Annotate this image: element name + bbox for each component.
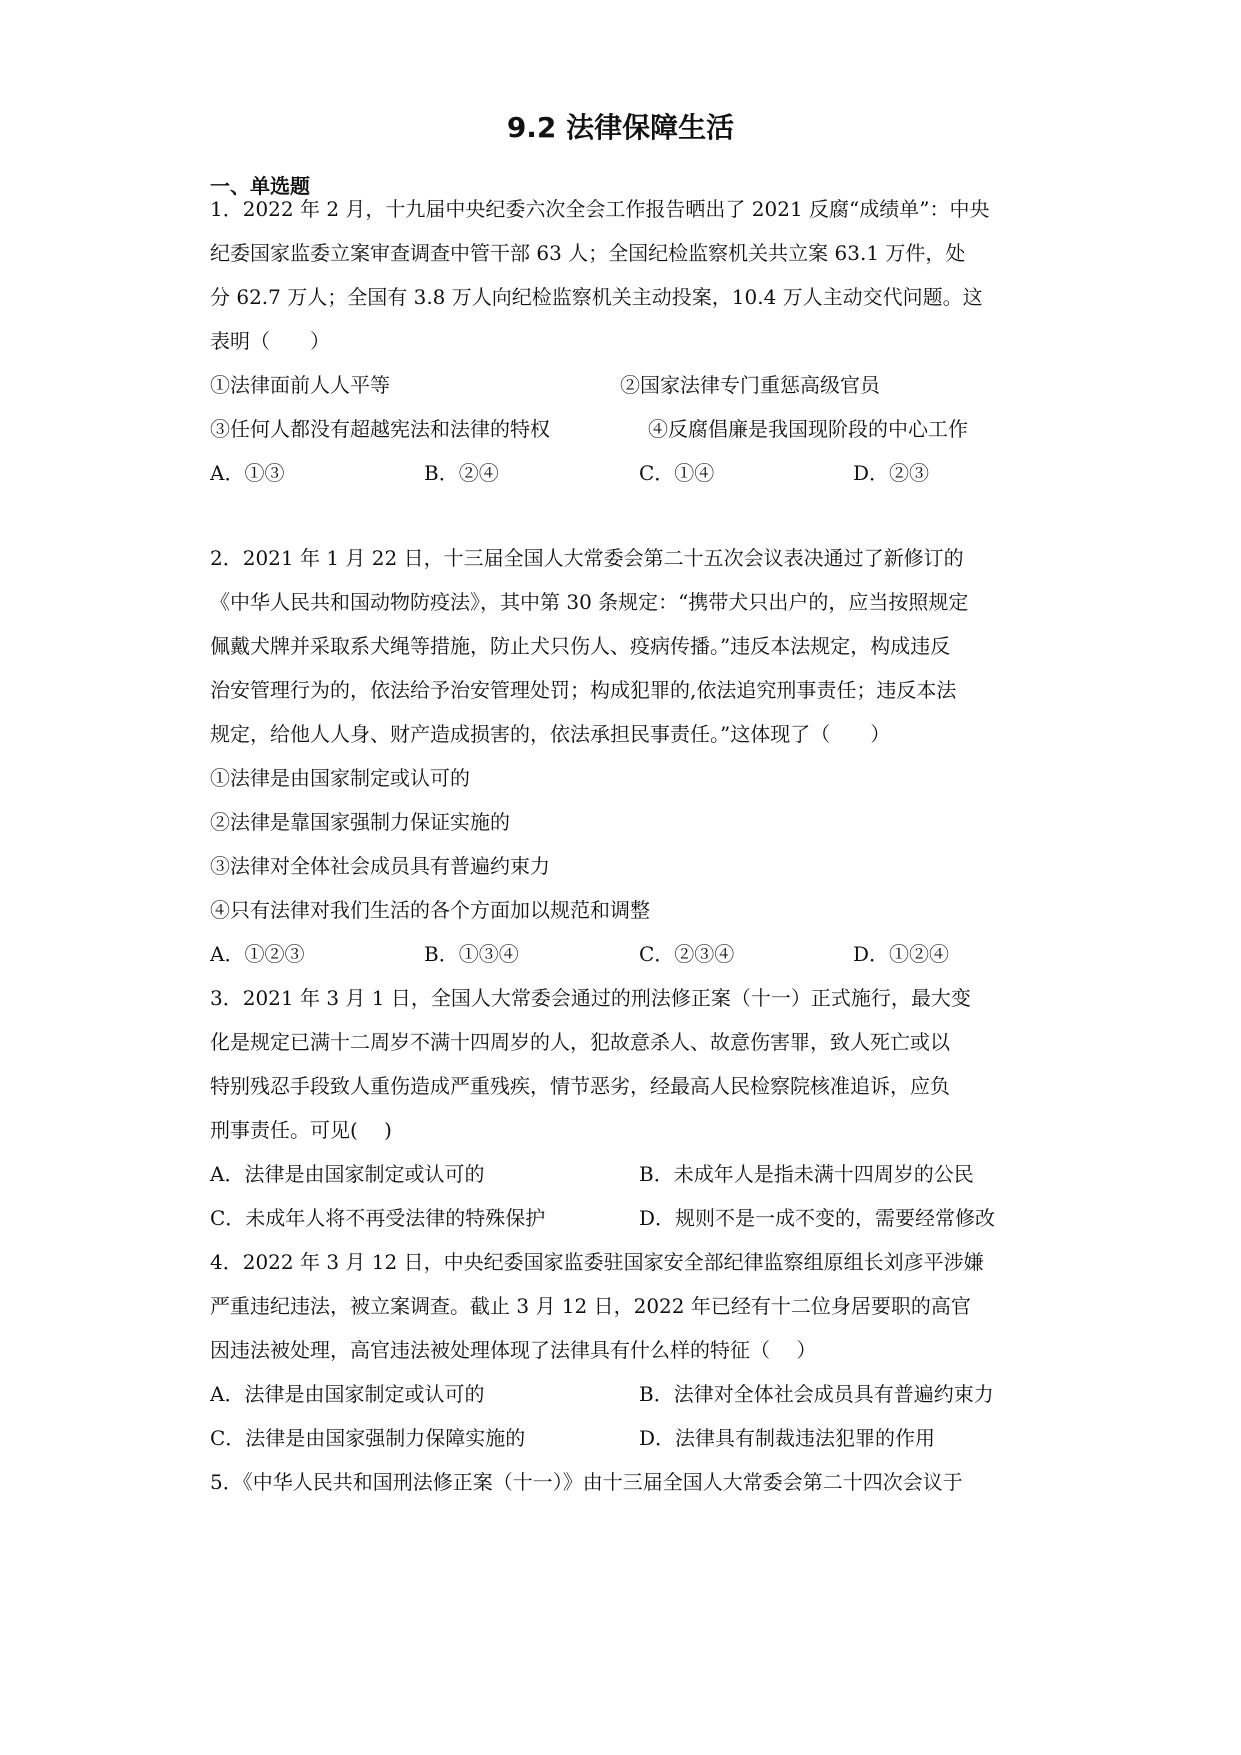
- question-1-line: 1．2022 年 2 月，十九届中央纪委六次全会工作报告晒出了 2021 反腐“成绩单”：中央: [210, 197, 990, 221]
- statement: ②法律是靠国家强制力保证实施的: [210, 810, 510, 834]
- option-b[interactable]: B．①③④: [424, 942, 519, 966]
- question-4-line: 因违法被处理，高官违法被处理体现了法律具有什么样的特征（ ）: [210, 1338, 817, 1362]
- question-1-line: 纪委国家监委立案审查调查中管干部 63 人；全国纪检监察机关共立案 63.1 万件，处: [210, 241, 966, 265]
- statement: ④反腐倡廉是我国现阶段的中心工作: [648, 417, 968, 441]
- question-5-line: 5．《中华人民共和国刑法修正案（十一）》由十三届全国人大常委会第二十四次会议于: [210, 1470, 963, 1494]
- option-d[interactable]: D．①②④: [853, 942, 950, 966]
- question-1-line: 表明（ ）: [210, 329, 330, 353]
- option-b[interactable]: B．未成年人是指未满十四周岁的公民: [639, 1162, 974, 1186]
- statement: ①法律面前人人平等: [210, 373, 390, 397]
- statement: ④只有法律对我们生活的各个方面加以规范和调整: [210, 898, 650, 922]
- question-4-line: 严重违纪违法，被立案调查。截止 3 月 12 日，2022 年已经有十二位身居要职的高官: [210, 1294, 971, 1318]
- option-b[interactable]: B．法律对全体社会成员具有普遍约束力: [639, 1382, 994, 1406]
- option-d[interactable]: D．规则不是一成不变的，需要经常修改: [639, 1206, 996, 1230]
- question-4-line: 4．2022 年 3 月 12 日，中央纪委国家监委驻国家安全部纪律监察组原组长刘彦平涉嫌: [210, 1250, 984, 1274]
- option-a[interactable]: A．法律是由国家制定或认可的: [210, 1382, 485, 1406]
- section-heading: 一、单选题: [210, 174, 310, 198]
- option-c[interactable]: C．①④: [639, 461, 715, 485]
- option-b[interactable]: B．②④: [424, 461, 499, 485]
- option-c[interactable]: C．未成年人将不再受法律的特殊保护: [210, 1206, 546, 1230]
- question-3-line: 刑事责任。可见( ): [210, 1118, 392, 1142]
- question-1-line: 分 62.7 万人；全国有 3.8 万人向纪检监察机关主动投案，10.4 万人主动交代问题。这: [210, 285, 983, 309]
- statement: ③法律对全体社会成员具有普遍约束力: [210, 854, 550, 878]
- statement: ②国家法律专门重惩高级官员: [620, 373, 880, 397]
- option-d[interactable]: D．法律具有制裁违法犯罪的作用: [639, 1426, 936, 1450]
- question-2-line: 《中华人民共和国动物防疫法》，其中第 30 条规定：“携带犬只出户的，应当按照规定: [210, 590, 969, 614]
- question-2-line: 治安管理行为的，依法给予治安管理处罚；构成犯罪的,依法追究刑事责任；违反本法: [210, 678, 957, 702]
- question-3-line: 化是规定已满十二周岁不满十四周岁的人，犯故意杀人、故意伤害罪，致人死亡或以: [210, 1030, 950, 1054]
- option-c[interactable]: C．②③④: [639, 942, 735, 966]
- question-3-line: 特别残忍手段致人重伤造成严重残疾，情节恶劣，经最高人民检察院核准追诉，应负: [210, 1074, 950, 1098]
- question-3-line: 3．2021 年 3 月 1 日，全国人大常委会通过的刑法修正案（十一）正式施行，最大变: [210, 986, 971, 1010]
- option-c[interactable]: C．法律是由国家强制力保障实施的: [210, 1426, 526, 1450]
- statement: ③任何人都没有超越宪法和法律的特权: [210, 417, 550, 441]
- page-title: 9.2 法律保障生活: [506, 111, 735, 144]
- option-a[interactable]: A．①③: [210, 461, 285, 485]
- question-2-line: 2．2021 年 1 月 22 日，十三届全国人大常委会第二十五次会议表决通过了新修订的: [210, 546, 964, 570]
- statement: ①法律是由国家制定或认可的: [210, 766, 470, 790]
- option-d[interactable]: D．②③: [853, 461, 930, 485]
- question-2-line: 佩戴犬牌并采取系犬绳等措施，防止犬只伤人、疫病传播。”违反本法规定，构成违反: [210, 634, 951, 658]
- option-a[interactable]: A．法律是由国家制定或认可的: [210, 1162, 485, 1186]
- option-a[interactable]: A．①②③: [210, 942, 305, 966]
- question-2-line: 规定，给他人人身、财产造成损害的，依法承担民事责任。”这体现了（ ）: [210, 722, 891, 746]
